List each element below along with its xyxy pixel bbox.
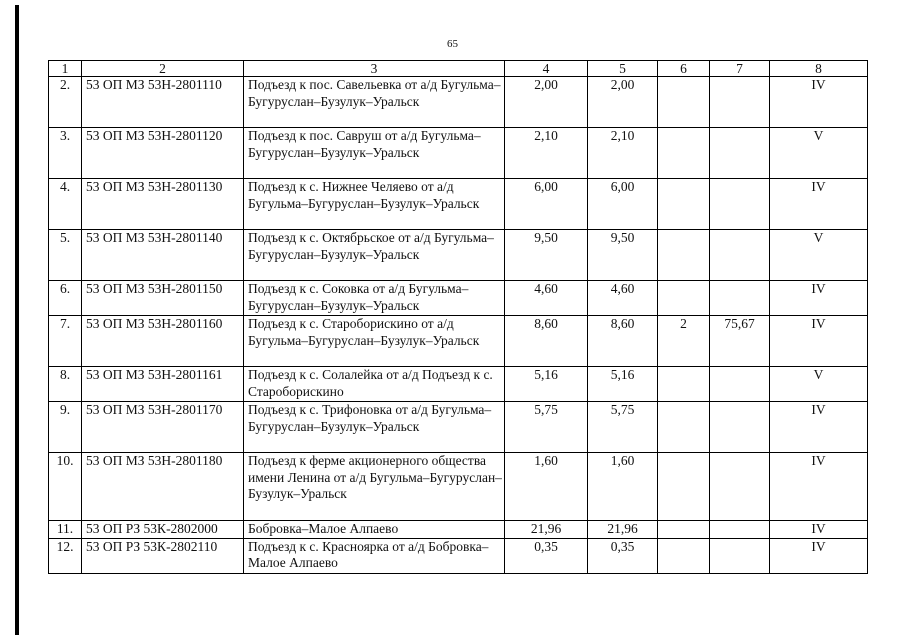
value-col7 <box>710 281 770 316</box>
road-code: 53 ОП РЗ 53К-2802000 <box>82 521 244 539</box>
length-col4: 9,50 <box>505 230 588 281</box>
value-col7 <box>710 402 770 453</box>
column-header-1: 1 <box>49 61 82 77</box>
road-name: Подъезд к с. Солалейка от а/д Подъезд к с. Староборискино <box>244 367 505 402</box>
road-name: Подъезд к ферме акционерного общества имени Ленина от а/д Бугульма–Бугуруслан–Бузулук–Уральск <box>244 453 505 521</box>
length-col5: 0,35 <box>588 538 658 573</box>
road-name: Подъезд к с. Трифоновка от а/д Бугульма–Бугуруслан–Бузулук–Уральск <box>244 402 505 453</box>
table-row <box>49 230 868 281</box>
road-code: 53 ОП РЗ 53К-2802110 <box>82 538 244 573</box>
table-row <box>49 538 868 573</box>
value-col6: 2 <box>658 316 710 367</box>
length-col4: 6,00 <box>505 179 588 230</box>
road-name: Бобровка–Малое Алпаево <box>244 521 505 539</box>
table-row <box>49 281 868 316</box>
length-col4: 5,75 <box>505 402 588 453</box>
road-category: IV <box>770 179 868 230</box>
row-number: 11. <box>49 521 82 539</box>
row-number: 5. <box>49 230 82 281</box>
road-category: IV <box>770 538 868 573</box>
length-col5: 2,00 <box>588 77 658 128</box>
value-col6 <box>658 128 710 179</box>
road-name: Подъезд к с. Октябрьское от а/д Бугульма–Бугуруслан–Бузулук–Уральск <box>244 230 505 281</box>
road-name: Подъезд к с. Староборискино от а/д Бугульма–Бугуруслан–Бузулук–Уральск <box>244 316 505 367</box>
road-code: 53 ОП МЗ 53Н-2801130 <box>82 179 244 230</box>
row-number: 10. <box>49 453 82 521</box>
length-col5: 5,75 <box>588 402 658 453</box>
value-col7 <box>710 367 770 402</box>
road-code: 53 ОП МЗ 53Н-2801180 <box>82 453 244 521</box>
row-number: 2. <box>49 77 82 128</box>
value-col6 <box>658 281 710 316</box>
table-row <box>49 453 868 521</box>
column-header-2: 2 <box>82 61 244 77</box>
road-category: IV <box>770 402 868 453</box>
length-col5: 2,10 <box>588 128 658 179</box>
length-col4: 0,35 <box>505 538 588 573</box>
header-row <box>49 61 868 77</box>
column-header-5: 5 <box>588 61 658 77</box>
value-col7 <box>710 521 770 539</box>
length-col4: 2,10 <box>505 128 588 179</box>
column-header-3: 3 <box>244 61 505 77</box>
table-row <box>49 402 868 453</box>
road-code: 53 ОП МЗ 53Н-2801161 <box>82 367 244 402</box>
road-name: Подъезд к с. Красноярка от а/д Бобровка–Малое Алпаево <box>244 538 505 573</box>
value-col6 <box>658 77 710 128</box>
row-number: 4. <box>49 179 82 230</box>
value-col7: 75,67 <box>710 316 770 367</box>
road-name: Подъезд к пос. Савельевка от а/д Бугульма–Бугуруслан–Бузулук–Уральск <box>244 77 505 128</box>
value-col7 <box>710 77 770 128</box>
length-col5: 9,50 <box>588 230 658 281</box>
length-col4: 5,16 <box>505 367 588 402</box>
row-number: 3. <box>49 128 82 179</box>
value-col6 <box>658 230 710 281</box>
length-col5: 1,60 <box>588 453 658 521</box>
value-col6 <box>658 179 710 230</box>
length-col4: 4,60 <box>505 281 588 316</box>
value-col6 <box>658 453 710 521</box>
row-number: 6. <box>49 281 82 316</box>
road-code: 53 ОП МЗ 53Н-2801110 <box>82 77 244 128</box>
road-name: Подъезд к пос. Савруш от а/д Бугульма–Бугуруслан–Бузулук–Уральск <box>244 128 505 179</box>
page-number: 65 <box>447 38 458 50</box>
row-number: 9. <box>49 402 82 453</box>
column-header-6: 6 <box>658 61 710 77</box>
row-number: 7. <box>49 316 82 367</box>
table-row <box>49 521 868 539</box>
table-row <box>49 77 868 128</box>
road-category: V <box>770 230 868 281</box>
length-col5: 4,60 <box>588 281 658 316</box>
length-col5: 6,00 <box>588 179 658 230</box>
length-col5: 8,60 <box>588 316 658 367</box>
table-row <box>49 316 868 367</box>
road-name: Подъезд к с. Нижнее Челяево от а/д Бугульма–Бугуруслан–Бузулук–Уральск <box>244 179 505 230</box>
length-col4: 8,60 <box>505 316 588 367</box>
value-col6 <box>658 367 710 402</box>
length-col4: 2,00 <box>505 77 588 128</box>
road-category: IV <box>770 521 868 539</box>
length-col4: 21,96 <box>505 521 588 539</box>
road-code: 53 ОП МЗ 53Н-2801150 <box>82 281 244 316</box>
road-category: V <box>770 128 868 179</box>
road-code: 53 ОП МЗ 53Н-2801140 <box>82 230 244 281</box>
value-col7 <box>710 179 770 230</box>
value-col6 <box>658 521 710 539</box>
value-col7 <box>710 538 770 573</box>
road-code: 53 ОП МЗ 53Н-2801160 <box>82 316 244 367</box>
length-col4: 1,60 <box>505 453 588 521</box>
road-category: IV <box>770 316 868 367</box>
table-row <box>49 128 868 179</box>
row-number: 12. <box>49 538 82 573</box>
column-header-4: 4 <box>505 61 588 77</box>
road-category: V <box>770 367 868 402</box>
value-col7 <box>710 453 770 521</box>
value-col7 <box>710 230 770 281</box>
column-header-7: 7 <box>710 61 770 77</box>
page-binding-edge <box>15 5 19 635</box>
table-row <box>49 179 868 230</box>
road-code: 53 ОП МЗ 53Н-2801120 <box>82 128 244 179</box>
table-row <box>49 367 868 402</box>
road-code: 53 ОП МЗ 53Н-2801170 <box>82 402 244 453</box>
roads-table <box>48 60 868 574</box>
length-col5: 21,96 <box>588 521 658 539</box>
road-category: IV <box>770 281 868 316</box>
road-name: Подъезд к с. Соковка от а/д Бугульма–Бугуруслан–Бузулук–Уральск <box>244 281 505 316</box>
value-col6 <box>658 402 710 453</box>
road-category: IV <box>770 453 868 521</box>
length-col5: 5,16 <box>588 367 658 402</box>
column-header-8: 8 <box>770 61 868 77</box>
value-col6 <box>658 538 710 573</box>
value-col7 <box>710 128 770 179</box>
row-number: 8. <box>49 367 82 402</box>
road-category: IV <box>770 77 868 128</box>
